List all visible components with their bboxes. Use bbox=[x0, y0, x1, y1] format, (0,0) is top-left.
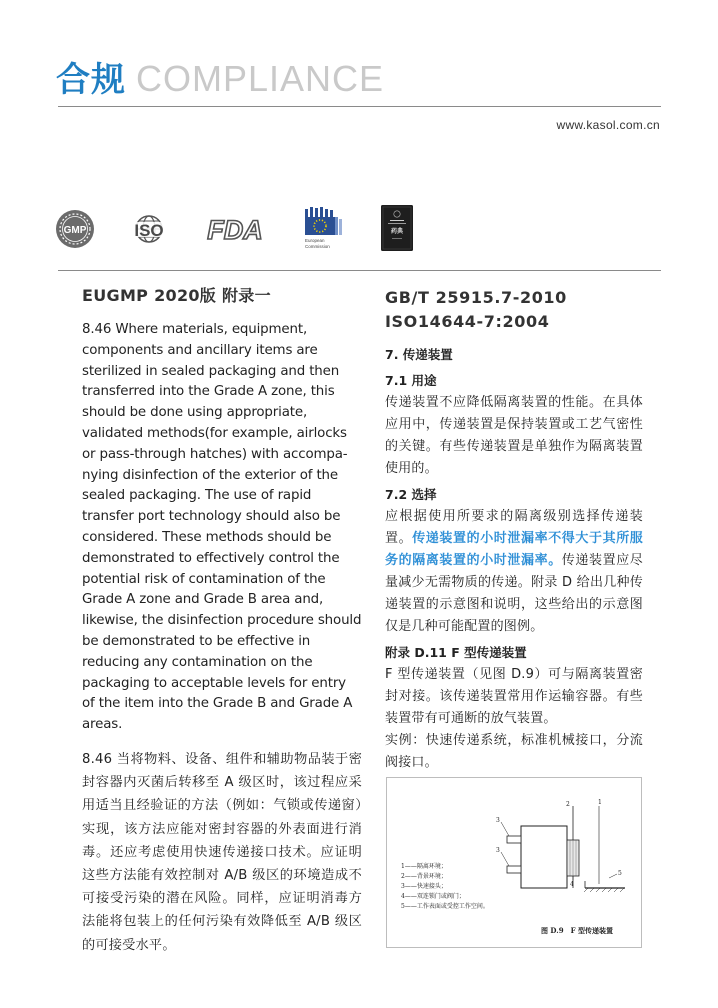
legend-5: 5——工作表面或受控工作空间。 bbox=[401, 903, 489, 910]
right-heading bbox=[385, 286, 643, 334]
label-1: 1 bbox=[598, 799, 602, 806]
iso-logo-icon bbox=[125, 208, 173, 250]
svg-text:European: European bbox=[305, 238, 325, 243]
section-7-1-text: 传递装置不应降低隔离装置的性能。在具体应用中，传递装置是保持装置或工艺气密性的关键。有些传递装置是单独作为隔离装置使用的。 bbox=[385, 395, 643, 476]
section-7-2-highlight: 传递装置的小时泄漏率不得大于其所服务的隔离装置的小时泄漏率。 bbox=[385, 531, 643, 568]
connector-upper bbox=[507, 836, 521, 843]
left-heading: EUGMP 2020版 附录一 bbox=[82, 286, 271, 305]
figure-d9 bbox=[386, 777, 642, 948]
appendix-d11-example: 实例：快速传递系统，标准机械接口，分流阀接口。 bbox=[385, 733, 643, 770]
fda-text: FDA bbox=[207, 215, 263, 245]
label-4: 4 bbox=[570, 881, 574, 888]
gmp-text: GMP bbox=[63, 225, 87, 236]
left-column bbox=[82, 283, 362, 957]
legend-1: 1——隔离环境； bbox=[401, 863, 447, 870]
legend-2: 2——背景环境； bbox=[401, 873, 447, 880]
standard-gb: GB/T 25915.7-2010 bbox=[385, 288, 567, 307]
appendix-d11-text: F 型传递装置（见图 D.9）可与隔离装置密封对接。该传递装置常用作运输容器。有些装置带有可通断的放气装置。 bbox=[385, 667, 643, 726]
top-divider bbox=[58, 106, 661, 107]
label-3a: 3 bbox=[496, 817, 500, 824]
title-english: COMPLIANCE bbox=[136, 58, 385, 99]
section-7-1-heading: 7.1 用途 bbox=[385, 373, 437, 388]
label-2: 2 bbox=[566, 801, 570, 808]
label-3b: 3 bbox=[496, 847, 500, 854]
iso-text: ISO bbox=[134, 221, 164, 240]
section-7-2-text-b: 传递装置应尽量减少无需物质的传递。附录 D 给出几种传递装置的示意图和说明，这些给出的示意图仅是几种可能配置的图例。 bbox=[385, 553, 643, 634]
figure-caption: 图 D.9 F 型传递装置 bbox=[541, 926, 613, 935]
gmp-logo-icon bbox=[55, 209, 95, 249]
appendix-d11-heading: 附录 D.11 F 型传递装置 bbox=[385, 645, 527, 660]
right-column bbox=[385, 286, 643, 774]
container-box bbox=[521, 826, 567, 888]
pharmacopoeia-text: 药典 bbox=[390, 228, 404, 235]
pharmacopoeia-book-icon bbox=[381, 205, 413, 251]
label-5: 5 bbox=[618, 870, 622, 877]
section-7-heading: 7. 传递装置 bbox=[385, 347, 453, 362]
logo-divider bbox=[58, 270, 661, 271]
paragraph-chinese: 8.46 当将物料、设备、组件和辅助物品装于密封容器内灭菌后转移至 A 级区时，该过程应采用适当且经验证的方法（例如：气锁或传递窗）实现，该方法应能对密封容器的外表面进行消毒。还应考虑使用快速传递接口技术。应证明这些方法能有效控制对 A/B 级区的环境造成不可接受污染的潜在风险。同样，应证明消毒方法能将包装上的任何污染有效降低至 A/B 级区的可接受水平。 bbox=[82, 751, 362, 953]
paragraph-english: 8.46 Where materials, equipment, components and ancillary items are sterilized in sealed packaging and then transferred into the Grade A zone, this should be done using appropriate, validated methods(for example, airlocks or pass-through hatches) with accompa-nying disinfection of the exterior of the sealed packaging. The use of rapid transfer port technology should also be considered. These methods should be demonstrated to effectively control the potential risk of contamination of the Grade A zone and Grade B area and, likewise, the disinfection procedure should be demonstrated to be effective in reducing any contamination on the packaging to acceptable levels for entry of the item into the Grade B and Grade A areas. bbox=[82, 322, 362, 733]
fda-logo-icon bbox=[200, 213, 270, 245]
transfer-device-diagram bbox=[387, 778, 641, 947]
section-7-2-heading: 7.2 选择 bbox=[385, 487, 437, 502]
svg-text:Commission: Commission bbox=[305, 244, 330, 249]
section-7-2-text bbox=[385, 506, 643, 638]
title-chinese: 合规 bbox=[56, 60, 126, 100]
legend-4: 4——双连锁门或阀门； bbox=[401, 893, 465, 900]
standard-iso: ISO14644-7:2004 bbox=[385, 312, 550, 331]
connector-lower bbox=[507, 866, 521, 873]
website-url: www.kasol.com.cn bbox=[556, 118, 660, 132]
section-7-2-text-a: 应根据使用所要求的隔离级别选择传递装置。 bbox=[385, 509, 643, 546]
page-title bbox=[56, 52, 385, 100]
legend-3: 3——快速接头； bbox=[401, 883, 447, 890]
european-commission-logo-icon bbox=[293, 207, 351, 251]
